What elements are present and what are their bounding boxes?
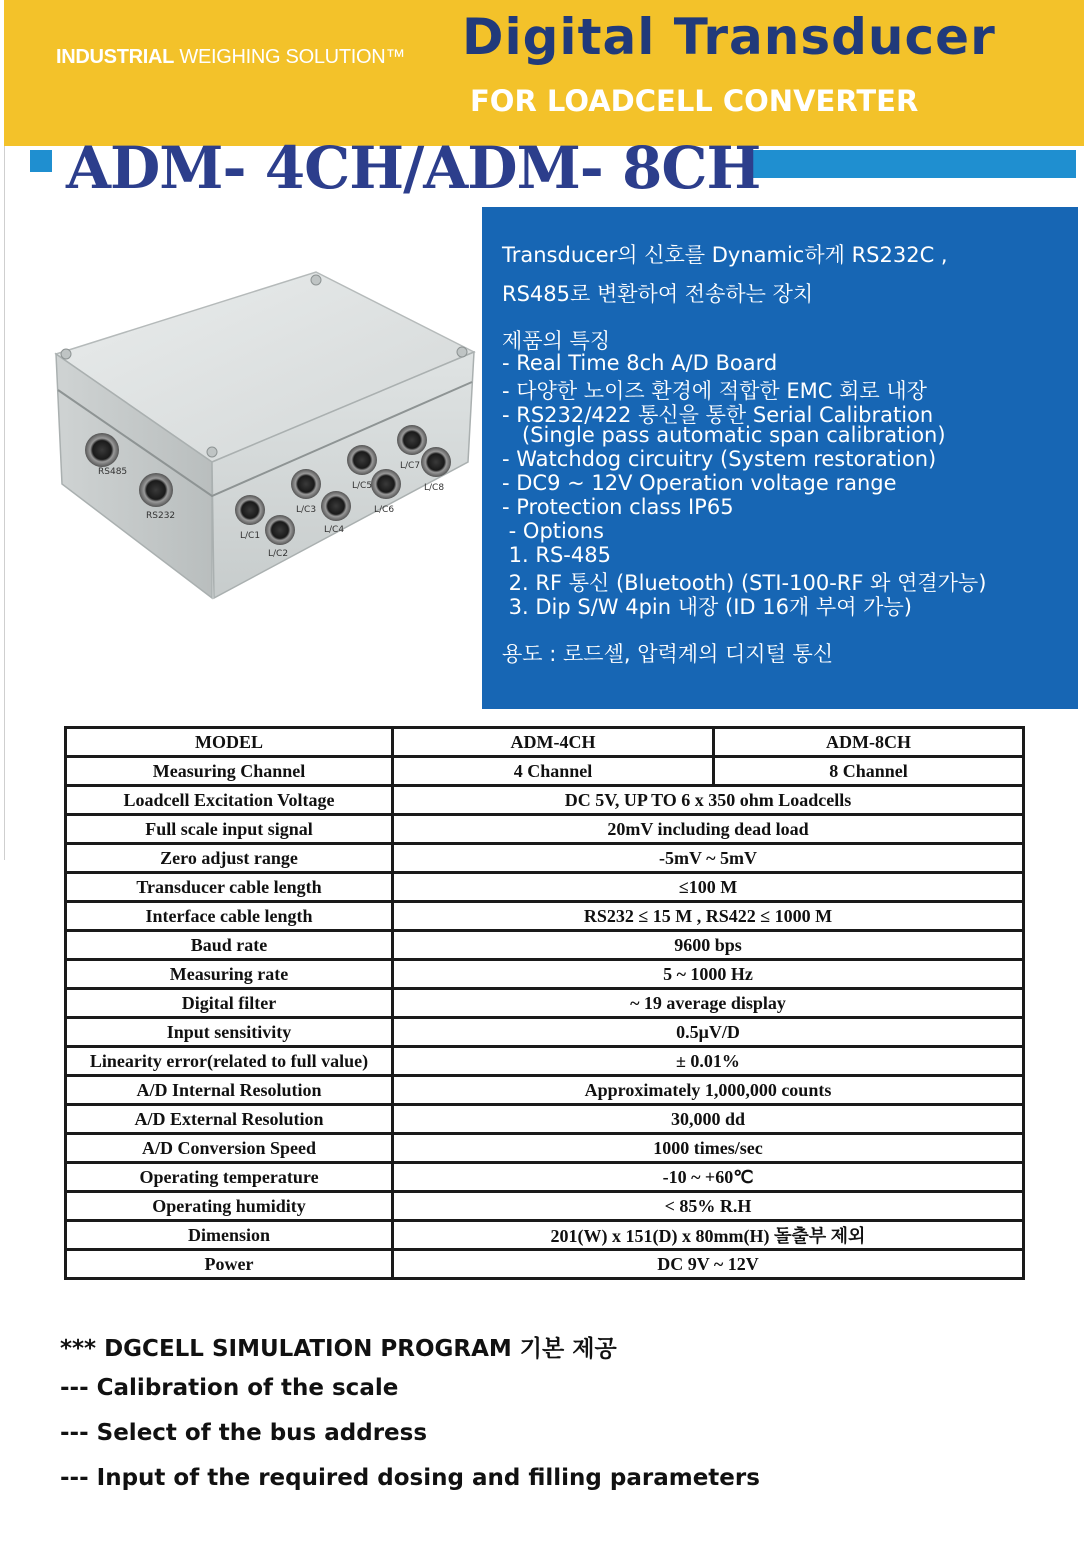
left-border-line [4, 146, 5, 860]
info-line: 제품의 특징 [502, 329, 611, 353]
table-row [66, 1192, 1024, 1221]
spec-label: Operating humidity [66, 1192, 393, 1221]
info-line: Transducer의 신호를 Dynamic하게 RS232C , [502, 243, 948, 267]
table-row [66, 989, 1024, 1018]
table-row [66, 844, 1024, 873]
spec-value: DC 5V, UP TO 6 x 350 ohm Loadcells [393, 786, 1024, 815]
table-row [66, 960, 1024, 989]
spec-label: Baud rate [66, 931, 393, 960]
label-lc2: L/C2 [268, 549, 289, 559]
footer-line: --- Select of the bus address [60, 1420, 428, 1446]
table-row [66, 1047, 1024, 1076]
table-row [66, 1134, 1024, 1163]
info-line: - RS232/422 통신을 통한 Serial Calibration [502, 403, 934, 427]
spec-label: Loadcell Excitation Voltage [66, 786, 393, 815]
spec-value: 9600 bps [393, 931, 1024, 960]
table-row [66, 1250, 1024, 1279]
table-row [66, 1076, 1024, 1105]
accent-block-left [30, 150, 52, 172]
table-row [66, 728, 1024, 757]
table-row [66, 1105, 1024, 1134]
info-line: RS485로 변환하여 전송하는 장치 [502, 282, 814, 306]
label-lc8: L/C8 [424, 483, 445, 493]
table-row [66, 1221, 1024, 1250]
spec-model-8ch: ADM-8CH [714, 728, 1024, 757]
spec-value: 5 ~ 1000 Hz [393, 960, 1024, 989]
label-rs485: RS485 [98, 467, 128, 477]
info-line: - Watchdog circuitry (System restoration) [502, 447, 937, 471]
spec-value: 201(W) x 151(D) x 80mm(H) 돌출부 제외 [393, 1221, 1024, 1250]
table-row [66, 931, 1024, 960]
spec-value: Approximately 1,000,000 counts [393, 1076, 1024, 1105]
spec-label: Linearity error(related to full value) [66, 1047, 393, 1076]
footer-line: *** DGCELL SIMULATION PROGRAM 기본 제공 [60, 1336, 617, 1362]
table-row [66, 873, 1024, 902]
spec-value: ± 0.01% [393, 1047, 1024, 1076]
spec-label: Measuring Channel [66, 757, 393, 786]
spec-table [64, 726, 1025, 1280]
table-row [66, 786, 1024, 815]
info-line: - DC9 ~ 12V Operation voltage range [502, 471, 897, 495]
spec-label: A/D Internal Resolution [66, 1076, 393, 1105]
accent-bar-right [752, 150, 1076, 178]
spec-label: Interface cable length [66, 902, 393, 931]
page-title: Digital Transducer [462, 8, 996, 66]
model-title: ADM- 4CH/ADM- 8CH [66, 134, 761, 202]
label-lc7: L/C7 [400, 461, 421, 471]
spec-label: MODEL [66, 728, 393, 757]
spec-value: 30,000 dd [393, 1105, 1024, 1134]
spec-label: Full scale input signal [66, 815, 393, 844]
info-line: (Single pass automatic span calibration) [502, 423, 946, 447]
tagline-rest: WEIGHING SOLUTION™ [174, 46, 406, 68]
label-lc6: L/C6 [374, 505, 395, 515]
info-line: - Real Time 8ch A/D Board [502, 351, 778, 375]
label-lc3: L/C3 [296, 505, 317, 515]
table-row [66, 757, 1024, 786]
spec-label: Operating temperature [66, 1163, 393, 1192]
spec-channel-4ch: 4 Channel [393, 757, 714, 786]
label-lc5: L/C5 [352, 481, 373, 491]
page-subtitle: FOR LOADCELL CONVERTER [470, 84, 919, 118]
info-line: 3. Dip S/W 4pin 내장 (ID 16개 부여 가능) [502, 595, 912, 619]
spec-value: DC 9V ~ 12V [393, 1250, 1024, 1279]
info-line: - Protection class IP65 [502, 495, 734, 519]
label-lc4: L/C4 [324, 525, 345, 535]
info-line: - 다양한 노이즈 환경에 적합한 EMC 회로 내장 [502, 379, 927, 403]
spec-label: A/D Conversion Speed [66, 1134, 393, 1163]
spec-label: Digital filter [66, 989, 393, 1018]
table-row [66, 1163, 1024, 1192]
spec-value: ~ 19 average display [393, 989, 1024, 1018]
footer-line: --- Input of the required dosing and filling parameters [60, 1465, 760, 1491]
footer-line: --- Calibration of the scale [60, 1375, 399, 1401]
spec-value: < 85% R.H [393, 1192, 1024, 1221]
feature-panel [482, 207, 1078, 709]
info-line: 2. RF 통신 (Bluetooth) (STI-100-RF 와 연결가능) [502, 571, 987, 595]
spec-value: -10 ~ +60℃ [393, 1163, 1024, 1192]
info-line: - Options [502, 519, 604, 543]
table-row [66, 1018, 1024, 1047]
spec-label: Transducer cable length [66, 873, 393, 902]
table-row [66, 902, 1024, 931]
info-line: 용도 : 로드셀, 압력계의 디지털 통신 [502, 642, 834, 666]
spec-label: Zero adjust range [66, 844, 393, 873]
header-banner [4, 0, 1084, 146]
spec-label: A/D External Resolution [66, 1105, 393, 1134]
spec-value: ≤100 M [393, 873, 1024, 902]
spec-label: Measuring rate [66, 960, 393, 989]
spec-channel-8ch: 8 Channel [714, 757, 1024, 786]
spec-value: 0.5μV/D [393, 1018, 1024, 1047]
info-line: 1. RS-485 [502, 543, 611, 567]
tagline-bold: INDUSTRIAL [56, 46, 175, 68]
table-row [66, 815, 1024, 844]
spec-label: Power [66, 1250, 393, 1279]
label-rs232: RS232 [146, 511, 176, 521]
spec-value: RS232 ≤ 15 M , RS422 ≤ 1000 M [393, 902, 1024, 931]
spec-label: Input sensitivity [66, 1018, 393, 1047]
tagline [56, 46, 405, 69]
label-lc1: L/C1 [240, 531, 261, 541]
spec-model-4ch: ADM-4CH [393, 728, 714, 757]
spec-value: -5mV ~ 5mV [393, 844, 1024, 873]
product-image [44, 262, 484, 607]
spec-value: 1000 times/sec [393, 1134, 1024, 1163]
spec-value: 20mV including dead load [393, 815, 1024, 844]
spec-label: Dimension [66, 1221, 393, 1250]
